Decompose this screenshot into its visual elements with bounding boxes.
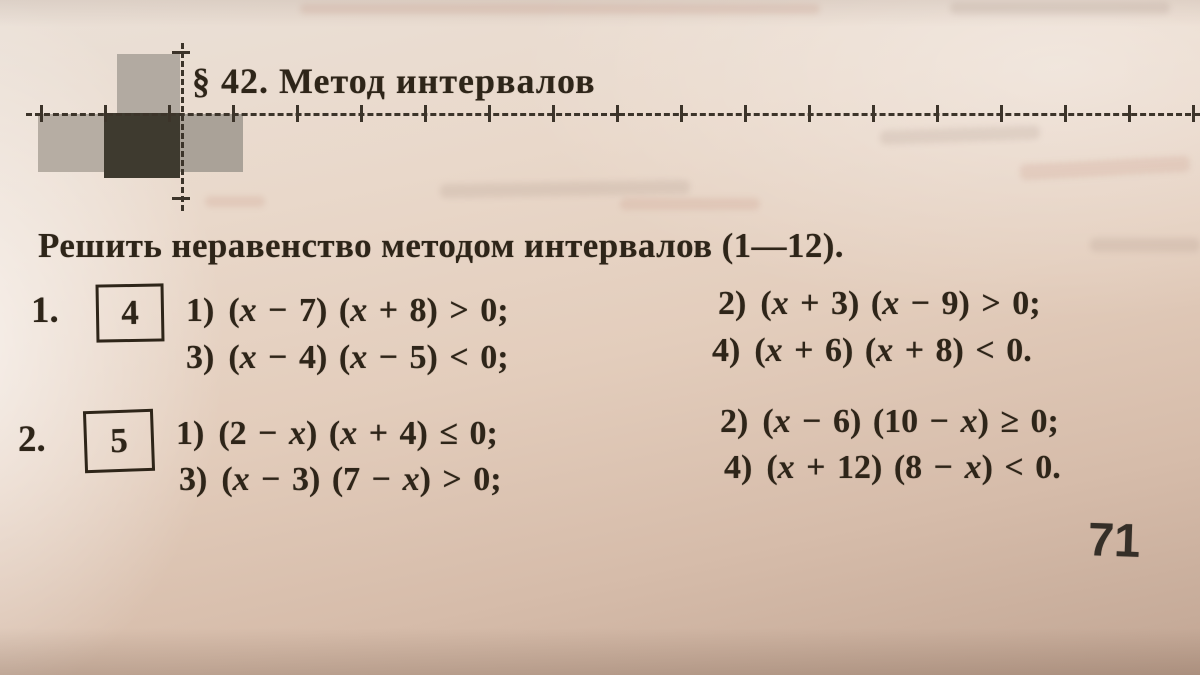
item-label: 4) xyxy=(712,332,741,369)
inequality-item xyxy=(724,449,1061,487)
page-number: 71 xyxy=(1087,512,1142,567)
bleed-through-mark xyxy=(300,4,820,14)
decor-square-gray-right xyxy=(180,114,243,172)
item-label: 1) xyxy=(176,415,205,452)
item-expression: (x + 6) (x + 8) < 0. xyxy=(754,332,1032,369)
decor-square-dark xyxy=(104,113,180,178)
bleed-through-mark xyxy=(440,180,690,198)
item-expression: (x − 6) (10 − x) ≥ 0; xyxy=(762,403,1059,440)
inequality-item xyxy=(186,292,509,330)
bleed-through-mark xyxy=(1020,156,1191,181)
item-label: 3) xyxy=(179,461,208,498)
item-label: 4) xyxy=(724,449,753,486)
item-label: 3) xyxy=(186,339,215,376)
bleed-through-mark xyxy=(205,196,265,207)
item-expression: (x − 7) (x + 8) > 0; xyxy=(228,292,509,329)
problem-count: 4 xyxy=(120,292,140,333)
item-expression: (x + 3) (x − 9) > 0; xyxy=(760,285,1041,322)
problem-count-box xyxy=(83,409,155,473)
problem-count: 5 xyxy=(109,420,129,461)
item-expression: (x − 3) (7 − x) > 0; xyxy=(221,461,502,498)
axis-tick-top xyxy=(172,51,190,54)
problem-number: 2. xyxy=(18,419,46,460)
inequality-item xyxy=(186,339,509,377)
inequality-item xyxy=(720,403,1059,441)
instruction-text: Решить неравенство методом интервалов (1—12). xyxy=(38,226,844,265)
item-expression: (2 − x) (x + 4) ≤ 0; xyxy=(218,415,498,452)
bleed-through-mark xyxy=(1090,238,1200,252)
item-expression: (x + 12) (8 − x) < 0. xyxy=(766,449,1061,486)
problem-count-box xyxy=(95,283,164,342)
problem-number: 1. xyxy=(31,290,59,331)
item-label: 1) xyxy=(186,292,215,329)
bleed-through-mark xyxy=(620,198,760,210)
item-label: 2) xyxy=(718,285,747,322)
bleed-through-mark xyxy=(950,2,1170,14)
bleed-through-mark xyxy=(880,125,1040,145)
inequality-item xyxy=(712,332,1032,370)
inequality-item xyxy=(718,285,1041,323)
inequality-item xyxy=(179,461,502,499)
inequality-item xyxy=(176,415,498,453)
decor-square-gray-left xyxy=(38,114,109,172)
section-title: § 42. Метод интервалов xyxy=(192,61,596,101)
item-expression: (x − 4) (x − 5) < 0; xyxy=(228,339,509,376)
item-label: 2) xyxy=(720,403,749,440)
axis-tick-bottom xyxy=(172,197,190,200)
number-line-ticks xyxy=(40,105,1200,122)
axis-vertical-dashes xyxy=(181,43,184,211)
